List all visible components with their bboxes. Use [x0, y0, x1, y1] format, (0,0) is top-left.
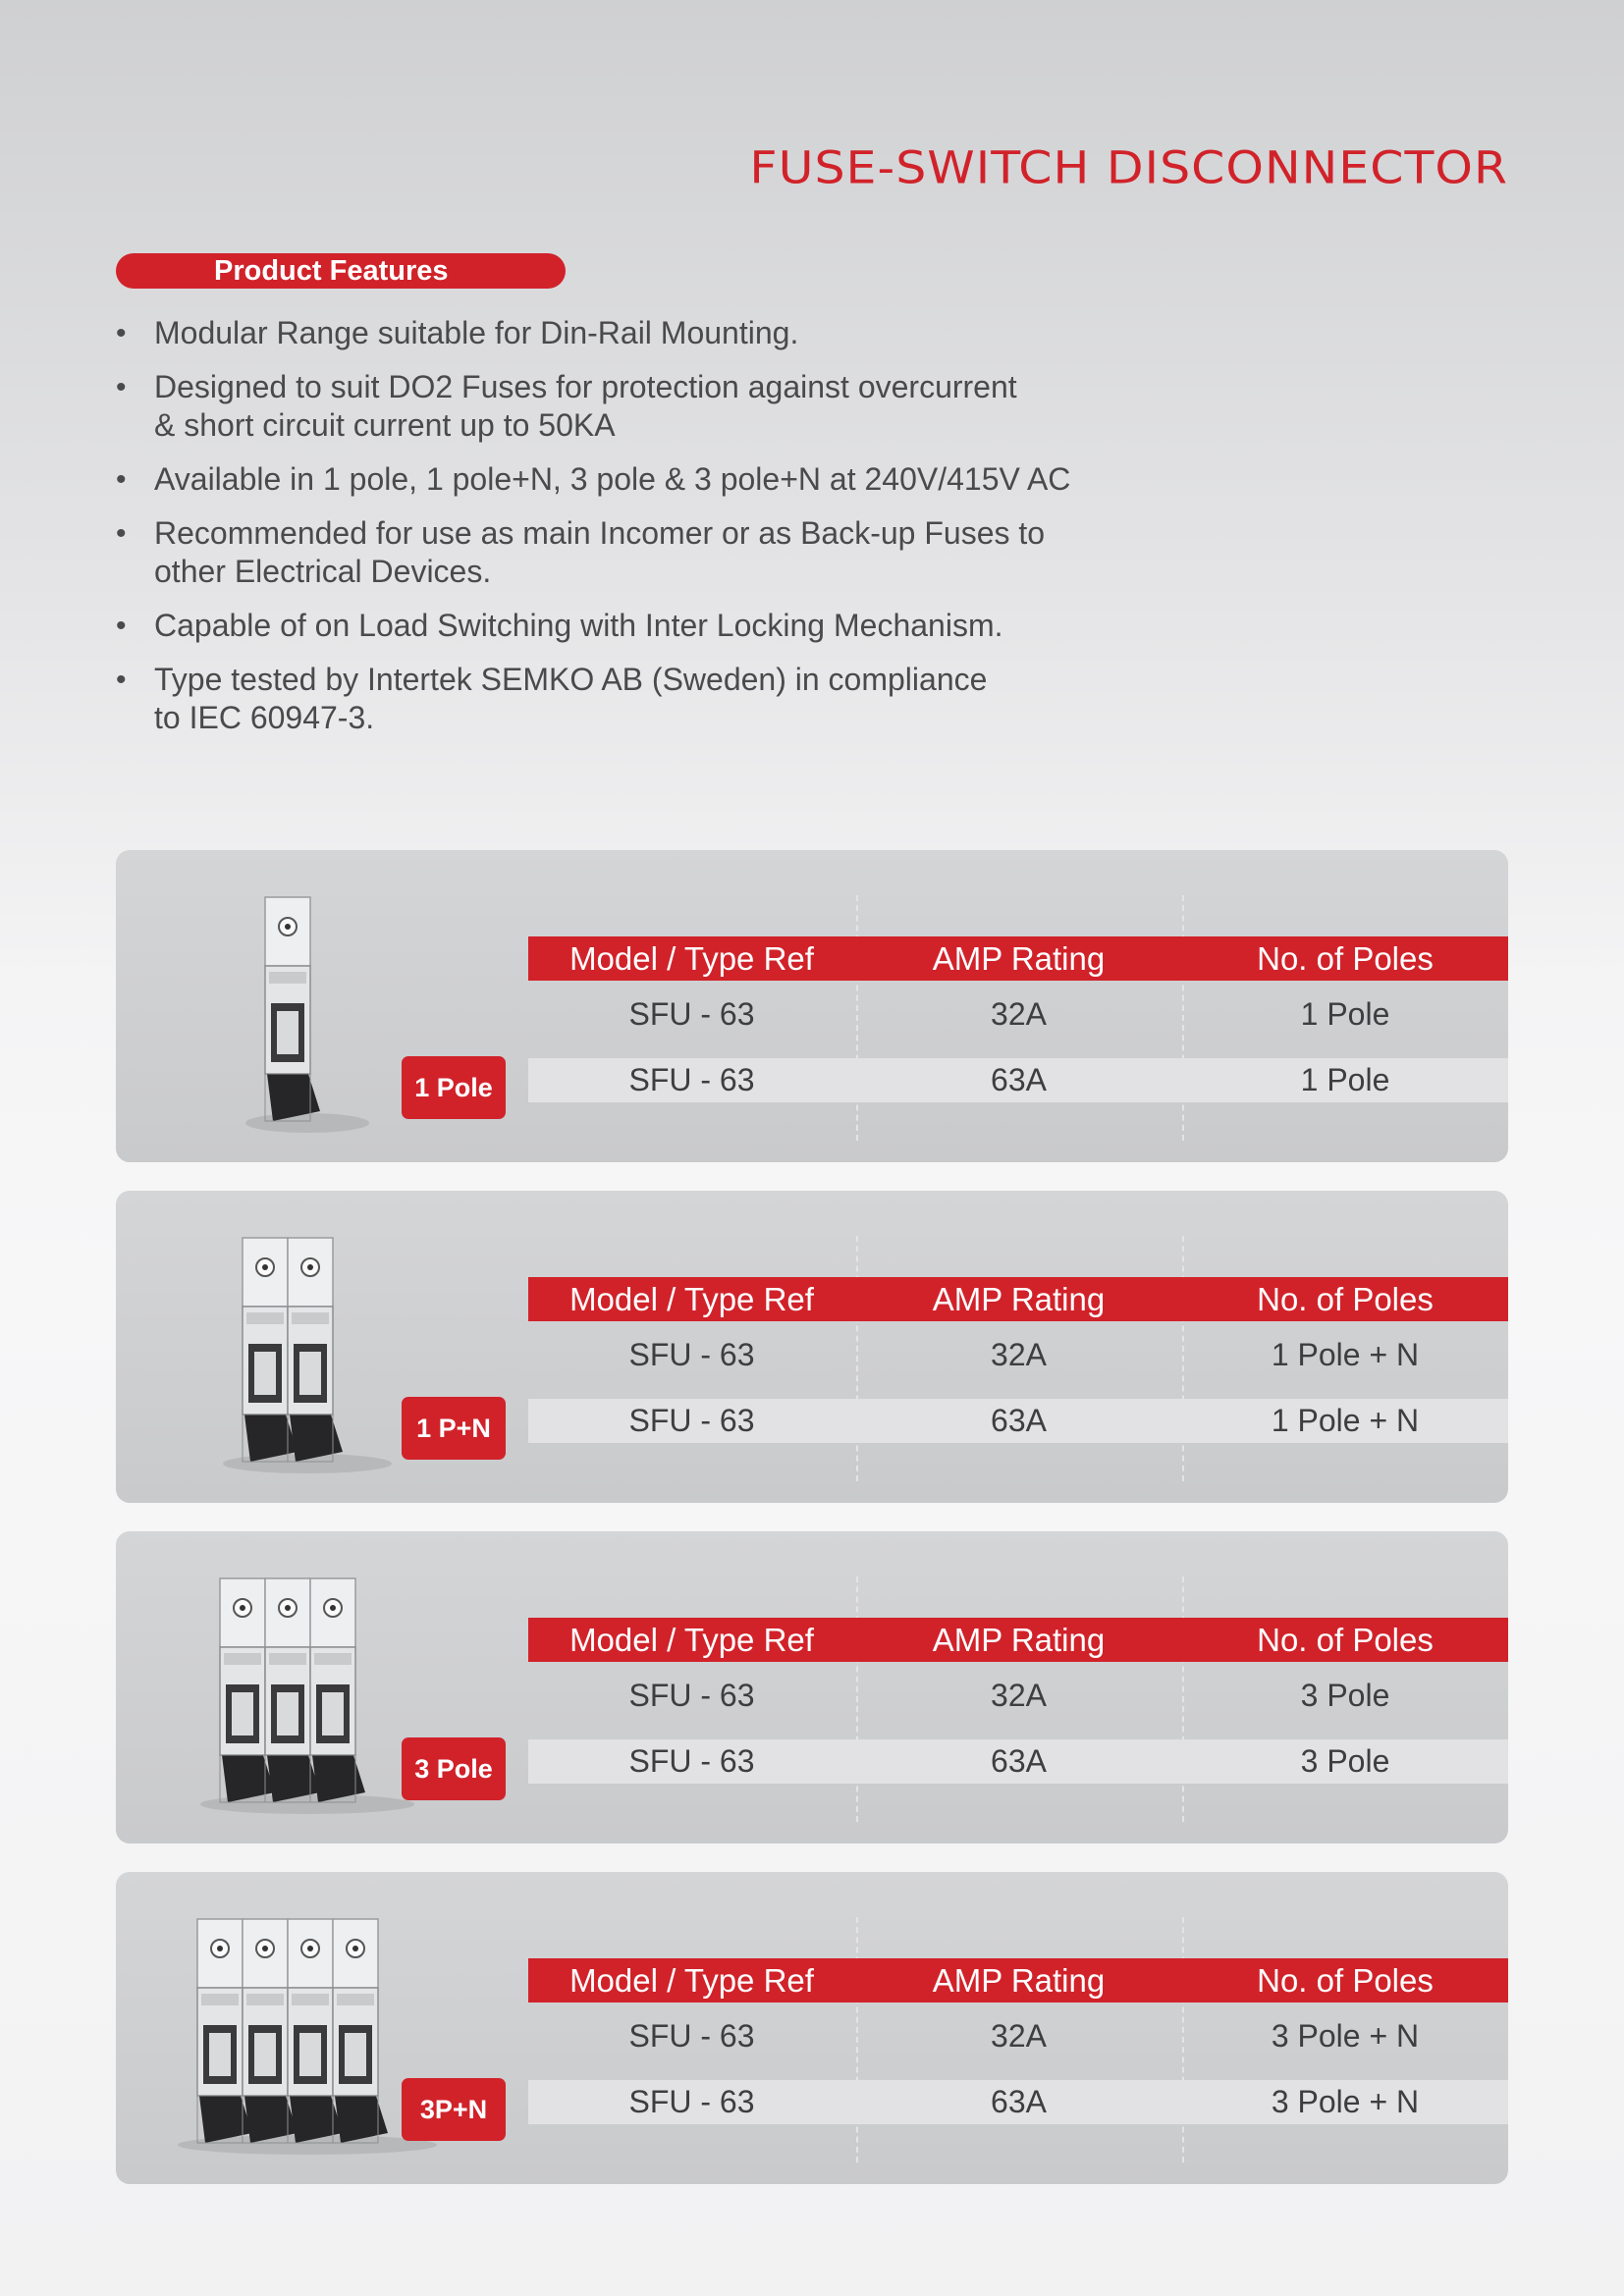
- cell-poles: 1 Pole: [1300, 1062, 1390, 1097]
- cell-amp: 63A: [991, 2084, 1047, 2119]
- pole-badge: 3P+N: [402, 2078, 506, 2141]
- cell-amp: 32A: [991, 1677, 1047, 1713]
- table-row: [528, 981, 1508, 1047]
- header-amp-rating: AMP Rating: [932, 939, 1106, 977]
- cell-amp: 63A: [991, 1743, 1047, 1779]
- feature-item: [116, 607, 1196, 645]
- header-amp-rating: AMP Rating: [932, 1621, 1106, 1658]
- table-row: [528, 2002, 1508, 2069]
- header-model: Model / Type Ref: [569, 939, 814, 977]
- bullet-icon: •: [116, 463, 127, 496]
- spec-table: [528, 1958, 1508, 2124]
- table-row: [528, 1399, 1508, 1443]
- header-model: Model / Type Ref: [569, 1280, 814, 1317]
- bullet-icon: •: [116, 371, 127, 403]
- cell-poles: 1 Pole: [1300, 995, 1390, 1032]
- header-no-of-poles: No. of Poles: [1257, 1621, 1434, 1658]
- header-amp-rating: AMP Rating: [932, 1961, 1106, 1999]
- feature-text: Capable of on Load Switching with Inter Locking Mechanism.: [154, 608, 1003, 643]
- table-header-row: [528, 1958, 1508, 2002]
- header-no-of-poles: No. of Poles: [1257, 939, 1434, 977]
- cell-poles: 3 Pole: [1300, 1743, 1390, 1779]
- bullet-icon: •: [116, 517, 127, 550]
- cell-model: SFU - 63: [628, 1677, 755, 1713]
- feature-item: [116, 368, 1196, 445]
- cell-poles: 3 Pole + N: [1271, 2017, 1420, 2054]
- spec-table: [528, 1618, 1508, 1784]
- table-row: [528, 1058, 1508, 1102]
- cell-poles: 3 Pole + N: [1271, 2084, 1420, 2119]
- cell-amp: 32A: [991, 2017, 1047, 2054]
- page-title: FUSE-SWITCH DISCONNECTOR: [749, 142, 1508, 194]
- bullet-icon: •: [116, 610, 127, 642]
- cell-poles: 3 Pole: [1300, 1677, 1390, 1713]
- table-row: [528, 1321, 1508, 1388]
- table-header-row: [528, 1277, 1508, 1321]
- table-row: [528, 2080, 1508, 2124]
- table-header-row: [528, 1618, 1508, 1662]
- product-card-1-pole: [116, 850, 1508, 1162]
- cell-model: SFU - 63: [628, 2017, 755, 2054]
- feature-text: Recommended for use as main Incomer or as Back-up Fuses to other Electrical Devices.: [154, 515, 1046, 589]
- feature-text: Modular Range suitable for Din-Rail Mounting.: [154, 315, 799, 350]
- header-no-of-poles: No. of Poles: [1257, 1961, 1434, 1999]
- cell-model: SFU - 63: [628, 1403, 755, 1438]
- feature-text: Type tested by Intertek SEMKO AB (Sweden) in compliance to IEC 60947-3.: [154, 662, 988, 735]
- header-model: Model / Type Ref: [569, 1621, 814, 1658]
- cell-model: SFU - 63: [628, 1336, 755, 1372]
- cell-model: SFU - 63: [628, 995, 755, 1032]
- header-model: Model / Type Ref: [569, 1961, 814, 1999]
- table-row: [528, 1739, 1508, 1784]
- pole-badge: 3 Pole: [402, 1737, 506, 1800]
- header-no-of-poles: No. of Poles: [1257, 1280, 1434, 1317]
- spec-table: [528, 1277, 1508, 1443]
- spec-table: [528, 936, 1508, 1102]
- bullet-icon: •: [116, 664, 127, 696]
- cell-poles: 1 Pole + N: [1271, 1403, 1420, 1438]
- header-amp-rating: AMP Rating: [932, 1280, 1106, 1317]
- table-header-row: [528, 936, 1508, 981]
- feature-item: [116, 514, 1196, 591]
- feature-item: [116, 661, 1196, 737]
- features-list: [116, 314, 1196, 753]
- cell-amp: 63A: [991, 1403, 1047, 1438]
- cell-amp: 32A: [991, 1336, 1047, 1372]
- bullet-icon: •: [116, 317, 127, 349]
- cell-model: SFU - 63: [628, 2084, 755, 2119]
- cell-poles: 1 Pole + N: [1271, 1336, 1420, 1372]
- cell-amp: 32A: [991, 995, 1047, 1032]
- feature-text: Designed to suit DO2 Fuses for protection against overcurrent & short circuit current up to 50KA: [154, 369, 1017, 443]
- feature-item: [116, 314, 1196, 352]
- product-card-3p-n: [116, 1872, 1508, 2184]
- table-row: [528, 1662, 1508, 1729]
- feature-item: [116, 460, 1196, 499]
- pole-badge: 1 Pole: [402, 1056, 506, 1119]
- product-card-1-pn: [116, 1191, 1508, 1503]
- pole-badge: 1 P+N: [402, 1397, 506, 1460]
- product-card-3-pole: [116, 1531, 1508, 1843]
- cell-model: SFU - 63: [628, 1743, 755, 1779]
- cell-amp: 63A: [991, 1062, 1047, 1097]
- product-features-heading: Product Features: [116, 253, 566, 289]
- cell-model: SFU - 63: [628, 1062, 755, 1097]
- feature-text: Available in 1 pole, 1 pole+N, 3 pole & 3 pole+N at 240V/415V AC: [154, 461, 1071, 497]
